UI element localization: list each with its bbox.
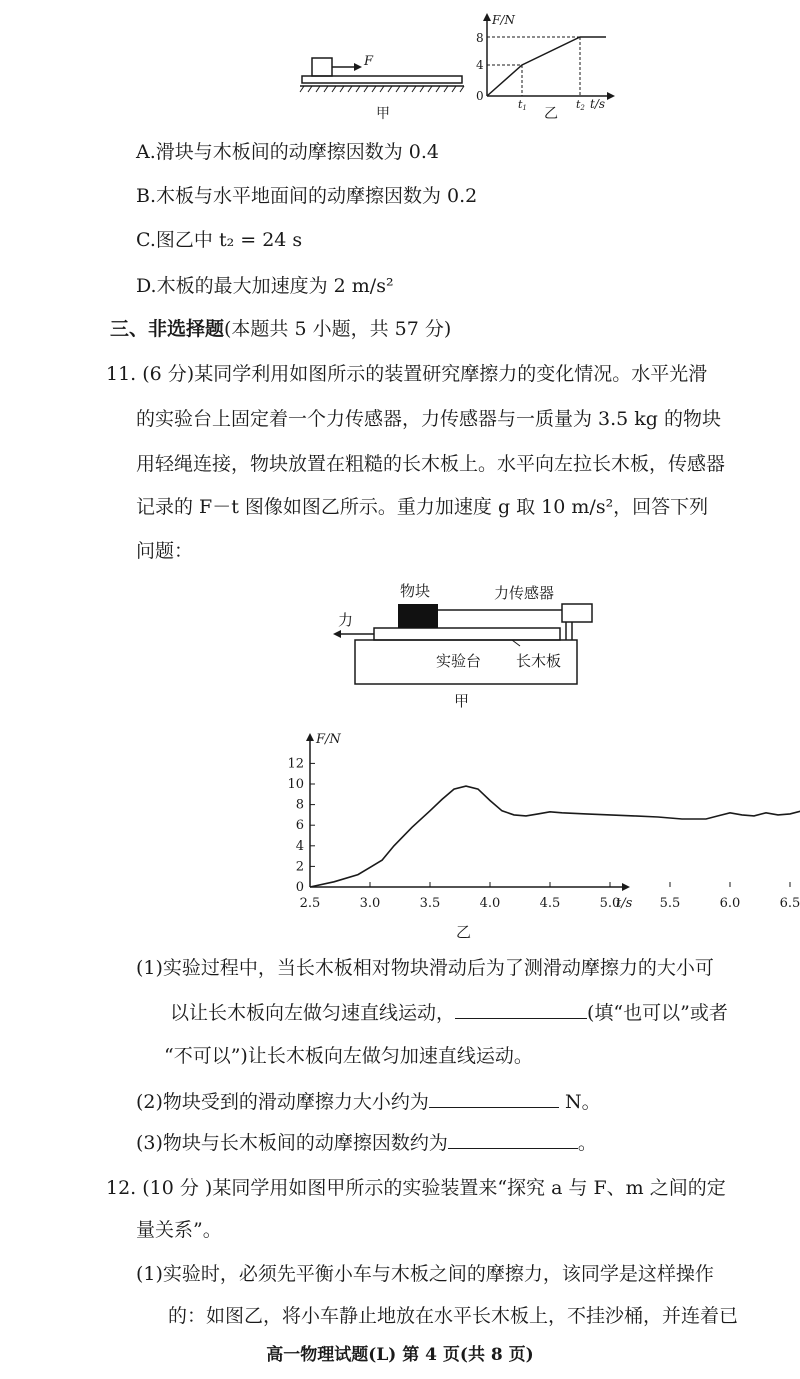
page-footer: 高一物理试题(L) 第 4 页(共 8 页) bbox=[266, 1345, 534, 1365]
sub1-text-after: (填“也可以”或者 bbox=[587, 1002, 728, 1024]
q11-sub1-line-3: “不可以”)让长木板向左做匀加速直线运动。 bbox=[164, 1045, 533, 1067]
sub2-text-after: N。 bbox=[558, 1091, 601, 1113]
q11-sub3 bbox=[136, 1128, 597, 1157]
long-board bbox=[374, 628, 560, 640]
y-tick-label: 2 bbox=[295, 859, 304, 875]
sub3-text-before: (3)物块与长木板间的动摩擦因数约为 bbox=[136, 1132, 448, 1154]
y-tick-4: 4 bbox=[476, 58, 484, 72]
q12-line-2: 量关系”。 bbox=[136, 1219, 222, 1241]
option-text: 滑块与木板间的动摩擦因数为 0.4 bbox=[155, 141, 440, 163]
block-label: 物块 bbox=[400, 582, 431, 600]
y-axis-label: F/N bbox=[316, 732, 341, 747]
section-heading bbox=[110, 315, 451, 343]
y-tick-label: 4 bbox=[295, 838, 304, 854]
y-axis-label: F/N bbox=[492, 13, 515, 27]
option-text: 木板的最大加速度为 2 m/s² bbox=[156, 275, 394, 297]
sub3-text-after: 。 bbox=[577, 1132, 597, 1154]
q11-sub2 bbox=[136, 1087, 601, 1116]
sensor-label: 力传感器 bbox=[494, 584, 555, 602]
figure-caption-jia: 甲 bbox=[376, 106, 390, 122]
force-sensor bbox=[562, 604, 592, 622]
q11-line-1: 11. (6 分)某同学利用如图所示的装置研究摩擦力的变化情况。水平光滑 bbox=[106, 363, 708, 385]
x-tick-label: 4.5 bbox=[539, 896, 561, 911]
force-time-graph-small bbox=[476, 13, 615, 122]
option-text: 木板与水平地面间的动摩擦因数为 0.2 bbox=[156, 185, 478, 207]
x-tick-label: 3.5 bbox=[419, 896, 441, 911]
answer-blank-2[interactable] bbox=[429, 1087, 559, 1108]
apparatus-diagram bbox=[330, 578, 600, 714]
x-tick-label: 5.5 bbox=[659, 896, 681, 911]
option-letter: A. bbox=[136, 141, 156, 163]
option-letter: C. bbox=[136, 229, 156, 251]
q11-line-2: 的实验台上固定着一个力传感器，力传感器与一质量为 3.5 kg 的物块 bbox=[136, 408, 722, 430]
q12-line-1: 12. (10 分 )某同学用如图甲所示的实验装置来“探究 a 与 F、m 之间的定 bbox=[106, 1177, 726, 1199]
x-tick-t2: t2 bbox=[576, 98, 585, 112]
x-tick-label: 5.0 bbox=[599, 896, 621, 911]
sub1-text-before: 以让长木板向左做匀速直线运动， bbox=[170, 1002, 456, 1024]
q11-line-3: 用轻绳连接，物块放置在粗糙的长木板上。水平向左拉长木板，传感器 bbox=[136, 453, 726, 475]
force-time-graph bbox=[280, 725, 800, 945]
graph-caption: 乙 bbox=[456, 923, 472, 941]
table-label: 实验台 bbox=[436, 652, 482, 670]
figure-caption-yi: 乙 bbox=[544, 106, 558, 122]
q12-sub1-line-1: (1)实验时，必须先平衡小车与木板之间的摩擦力，该同学是这样操作 bbox=[136, 1263, 714, 1285]
x-tick-label: 3.0 bbox=[359, 896, 381, 911]
x-tick-label: 6.0 bbox=[719, 896, 741, 911]
sliding-block-diagram bbox=[300, 54, 464, 122]
force-label: F bbox=[364, 54, 374, 69]
board-label: 长木板 bbox=[516, 652, 562, 670]
apparatus-caption: 甲 bbox=[454, 692, 470, 710]
option-text: 图乙中 t₂ = 24 s bbox=[155, 229, 303, 251]
top-figure bbox=[290, 10, 630, 130]
x-tick-label: 6.5 bbox=[779, 896, 800, 911]
force-curve bbox=[310, 786, 800, 887]
y-tick-label: 8 bbox=[295, 797, 304, 813]
q11-sub1-line-1: (1)实验过程中，当长木板相对物块滑动后为了测滑动摩擦力的大小可 bbox=[136, 957, 714, 979]
section-note: (本题共 5 小题，共 57 分) bbox=[224, 318, 452, 340]
option-letter: D. bbox=[136, 275, 157, 297]
answer-blank-1[interactable] bbox=[455, 998, 587, 1019]
y-tick-0: 0 bbox=[476, 89, 484, 103]
option-a bbox=[136, 138, 439, 166]
q11-line-4: 记录的 F－t 图像如图乙所示。重力加速度 g 取 10 m/s²，回答下列 bbox=[136, 496, 709, 518]
y-axis-arrow bbox=[306, 733, 314, 741]
sub2-text-before: (2)物块受到的滑动摩擦力大小约为 bbox=[136, 1091, 429, 1113]
x-tick-label: 4.0 bbox=[479, 896, 501, 911]
q11-line-5: 问题： bbox=[136, 540, 194, 562]
y-tick-label: 10 bbox=[287, 777, 304, 792]
y-tick-label: 12 bbox=[287, 756, 304, 772]
x-tick-t1: t1 bbox=[518, 98, 527, 112]
y-tick-8: 8 bbox=[476, 31, 484, 45]
x-axis-label: t/s bbox=[590, 97, 606, 111]
x-axis-arrow bbox=[622, 883, 630, 891]
block bbox=[398, 604, 438, 628]
y-tick-label: 6 bbox=[295, 818, 304, 834]
option-b bbox=[136, 182, 477, 210]
force-label: 力 bbox=[338, 611, 354, 629]
x-tick-label: 2.5 bbox=[299, 896, 321, 911]
y-tick-label: 0 bbox=[295, 880, 304, 895]
option-letter: B. bbox=[136, 185, 157, 207]
section-title: 三、非选择题 bbox=[110, 318, 225, 340]
q11-sub1-line-2 bbox=[170, 998, 728, 1027]
force-curve bbox=[487, 37, 606, 96]
x-axis-label: t/s bbox=[616, 896, 633, 911]
option-c bbox=[136, 226, 302, 254]
option-d bbox=[136, 272, 394, 300]
answer-blank-3[interactable] bbox=[448, 1128, 578, 1149]
q12-sub1-line-2: 的：如图乙，将小车静止地放在水平长木板上，不挂沙桶，并连着已 bbox=[168, 1305, 739, 1327]
